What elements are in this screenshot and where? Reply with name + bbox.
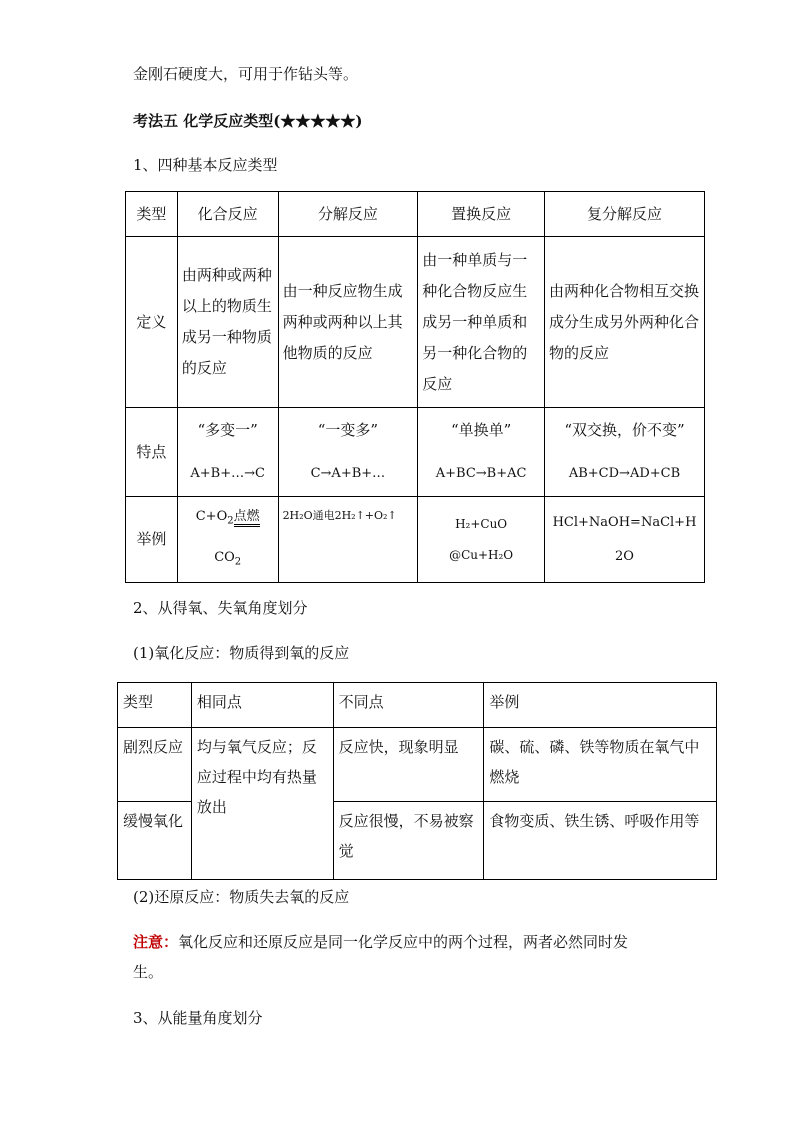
definition-cell: 由一种反应物生成两种或两种以上其他物质的反应 bbox=[278, 237, 418, 408]
definition-cell: 由一种单质与一种化合物反应生成另一种单质和另一种化合物的反应 bbox=[418, 237, 545, 408]
heading-basic-types: 1、四种基本反应类型 bbox=[133, 156, 278, 174]
decomp-equation: 2H₂O通电2H₂↑+O₂↑ bbox=[282, 509, 397, 522]
section-title: 考法五 化学反应类型(★★★★★) bbox=[133, 112, 363, 130]
type-cell: 缓慢氧化 bbox=[118, 802, 192, 880]
example-cell bbox=[177, 497, 278, 583]
diff-cell: 反应快，现象明显 bbox=[333, 728, 484, 802]
example-cell: 碳、硫、磷、铁等物质在氧气中燃烧 bbox=[484, 728, 717, 802]
header-cell: 复分解反应 bbox=[545, 192, 705, 237]
header-cell: 分解反应 bbox=[278, 192, 418, 237]
double-equation: HCl+NaOH=NaCl+H bbox=[552, 514, 697, 530]
type-cell: 剧烈反应 bbox=[118, 728, 192, 802]
table-row bbox=[126, 192, 705, 237]
definition-cell: 由两种或两种以上的物质生成另一种物质的反应 bbox=[177, 237, 278, 408]
header-cell: 不同点 bbox=[333, 683, 484, 728]
feature-cell bbox=[545, 408, 705, 497]
feature-formula: A+B+…→C bbox=[190, 466, 265, 481]
example-cell bbox=[418, 497, 545, 583]
heading-oxygen-division: 2、从得氧、失氧角度划分 bbox=[133, 599, 308, 617]
diff-cell: 反应很慢，不易被察觉 bbox=[333, 802, 484, 880]
oxidation-definition: (1)氧化反应：物质得到氧的反应 bbox=[133, 644, 350, 662]
row-label-definition: 定义 bbox=[126, 237, 178, 408]
feature-text: “一变多” bbox=[317, 421, 379, 439]
note-line-2: 生。 bbox=[133, 963, 164, 981]
table-row bbox=[126, 408, 705, 497]
basic-reaction-types-table bbox=[125, 191, 705, 583]
heading-energy-division: 3、从能量角度划分 bbox=[133, 1009, 263, 1027]
header-cell: 举例 bbox=[484, 683, 717, 728]
feature-text: “单换单” bbox=[450, 421, 512, 439]
combo-product: $CO_2$ bbox=[214, 549, 242, 568]
feature-formula: A+BC→B+AC bbox=[435, 466, 527, 481]
row-label-example: 举例 bbox=[126, 497, 178, 583]
note-text: 氧化反应和还原反应是同一化学反应中的两个过程，两者必然同时发 bbox=[178, 933, 629, 951]
feature-formula: AB+CD→AD+CB bbox=[568, 466, 681, 481]
feature-text: “多变一” bbox=[197, 421, 258, 439]
combo-equation: $C+O_2$点燃 bbox=[195, 508, 260, 527]
example-cell: 食物变质、铁生锈、呼吸作用等 bbox=[484, 802, 717, 880]
common-cell: 均与氧气反应；反应过程中均有热量放出 bbox=[191, 728, 333, 880]
double-equation-tail: 2O bbox=[615, 548, 634, 564]
displace-equation: H₂+CuO @Cu+H₂O bbox=[449, 516, 514, 562]
reduction-definition: (2)还原反应：物质失去氧的反应 bbox=[133, 888, 350, 906]
feature-cell bbox=[177, 408, 278, 497]
header-cell: 类型 bbox=[126, 192, 178, 237]
row-label-feature: 特点 bbox=[126, 408, 178, 497]
example-cell bbox=[278, 497, 418, 583]
header-cell: 类型 bbox=[118, 683, 192, 728]
table-row bbox=[118, 728, 717, 802]
note-line-1 bbox=[133, 932, 628, 952]
header-cell: 置换反应 bbox=[418, 192, 545, 237]
header-cell: 化合反应 bbox=[177, 192, 278, 237]
table-row bbox=[126, 237, 705, 408]
feature-cell bbox=[418, 408, 545, 497]
oxidation-table bbox=[117, 682, 717, 880]
intro-line: 金刚石硬度大，可用于作钻头等。 bbox=[133, 65, 359, 83]
feature-cell bbox=[278, 408, 418, 497]
definition-cell: 由两种化合物相互交换成分生成另外两种化合物的反应 bbox=[545, 237, 705, 408]
table-row bbox=[126, 497, 705, 583]
note-label: 注意： bbox=[133, 933, 179, 951]
header-cell: 相同点 bbox=[191, 683, 333, 728]
table-row bbox=[118, 683, 717, 728]
feature-text: “双交换，价不变” bbox=[564, 421, 685, 439]
feature-formula: C→A+B+… bbox=[310, 466, 386, 481]
example-cell bbox=[545, 497, 705, 583]
